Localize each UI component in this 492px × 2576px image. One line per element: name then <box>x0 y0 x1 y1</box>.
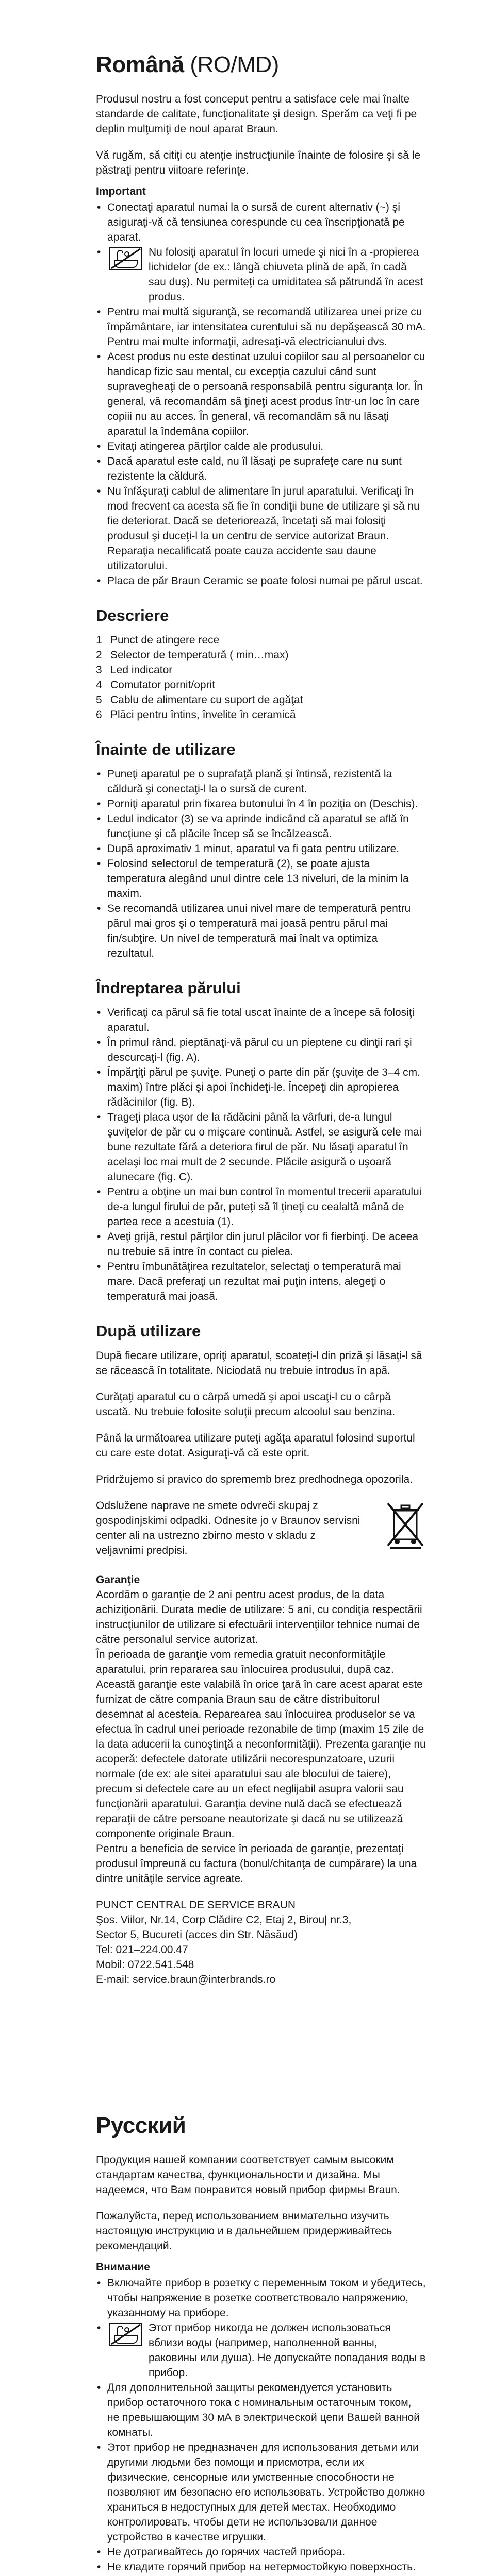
list-item: • Placa de păr Braun Ceramic se poate folosi numai pe părul uscat. <box>96 573 426 588</box>
item-number: 3 <box>96 664 102 676</box>
address-line: Tel: 021–224.00.47 <box>96 1944 188 1956</box>
important-list <box>96 200 426 588</box>
list-item: • După aproximativ 1 minut, aparatul va fi gata pentru utilizare. <box>96 841 426 856</box>
intro-paragraph: Пожалуйста, перед использованием внимательно изучить настоящую инструкцию и в дальнейшем придерживайтесь рекомендаций. <box>96 2210 392 2252</box>
dupa-heading: După utilizare <box>96 1322 201 1340</box>
item-number: 6 <box>96 709 102 721</box>
weee-notice <box>96 1498 426 1558</box>
section-title <box>96 52 426 78</box>
list-item: • Включайте прибор в розетку с переменным током и убедитесь, чтобы напряжение в розетке соответствовало напряжению, указанному на приборе. <box>96 2276 426 2320</box>
list-item <box>96 663 426 677</box>
service-address <box>96 1897 426 1987</box>
garantie-heading: Garanţie <box>96 1574 140 1586</box>
indreptarea-heading: Îndreptarea părului <box>96 979 241 997</box>
list-item <box>96 707 426 722</box>
intro-paragraph: Produsul nostru a fost conceput pentru a satisface cele mai înalte standarde de calitate, funcţionalitate şi design. Sperăm ca veţi fi pe deplin mulţumiţi de noul aparat Braun. <box>96 93 417 135</box>
lang-code: (RO/MD) <box>184 52 279 77</box>
important-heading: Important <box>96 185 146 197</box>
item-number: 1 <box>96 634 102 646</box>
item-text: Cablu de alimentare cu suport de agăţat <box>110 694 303 706</box>
list-item <box>96 692 426 707</box>
address-line: Mobil: 0722.541.548 <box>96 1959 194 1971</box>
garantie-text: Acordăm o garanţie de 2 ani pentru acest produs, de la data achiziţionării. Durata medie de utilizare: 5 ani, cu condiţia respectării instrucţiunilor de utilizare si efectuării intervenţiilor tehnice numai de către personalul service autorizat. În perioada de garanţie vom remedia gratuit neconformităţile aparatului, prin repararea sau înlocuirea produsului, după caz. Aceastǎ garanţie este valabilǎ în orice ţarǎ în care acest aparat este furnizat de cǎtre compania Braun sau de cǎtre distribuitorul desemnat al acesteia. Reparearea sau înlocuirea produselor se va efectua în cadrul unei perioade rezonabile de timp (maxim 15 zile de la data aducerii la cunoştinţă a neconformităţii). Prezenta garanţie nu acoperă: defectele datorate utilizării necorespunzatoare, uzurii normale (de ex: ale sitei aparatului sau ale blocului de taiere), precum si defectele care au un efect neglijabil asupra valorii sau funcţionării aparatului. Garanţia devine nulǎ dacǎ se efectueazǎ reparaţii de cǎtre persoane neautorizate şi dacǎ nu se utilizeazǎ componente originale Braun. Pentru a beneficia de service în perioada de garanţie, prezentaţi produsul împreunǎ cu factura (bonul/chitanţa de cumpǎrare) la una dintre unităţile service agreate. <box>96 1589 426 1885</box>
item-text: Led indicator <box>110 664 173 676</box>
list-item: • Folosind selectorul de temperatură (2), se poate ajusta temperatura alegând unul dintre cele 13 niveluri, de la minim la maxim. <box>96 856 426 901</box>
list-item: • Nu înfăşuraţi cablul de alimentare în jurul aparatului. Verificaţi în mod frecvent ca acesta să fie în condiţii bune de utilizare şi să nu fie deteriorat. Dacă se deteriorează, încetaţi să mai folosiţi produsul şi duceţi-l la un centru de service autorizat Braun. Reparaţia necalificată poate cauza accidente sau daune utilizatorului. <box>96 484 426 573</box>
item-text: Selector de temperatură ( min…max) <box>110 649 289 661</box>
list-item: • Porniţi aparatul prin fixarea butonului în 4 în poziţia on (Deschis). <box>96 796 426 811</box>
list-item: • Împărţiţi părul pe şuviţe. Puneţi o parte din păr (şuviţe de 3–4 cm. maxim) între plăci şi apoi închideţi-le. Începeţi din apropierea rădăcinilor (fig. B). <box>96 1065 426 1110</box>
warning-text: Nu folosiţi aparatul în locuri umede şi nici în a -propierea lichidelor (de ex.: lângă chiuveta plină de apă, în cadă sau duş). Nu permiteţi ca umiditatea să pătrundă în acest produs. <box>149 246 423 303</box>
paragraph: Până la următoarea utilizare puteţi agăţa aparatul folosind suportul cu care este dotat. Asiguraţi-vă că este oprit. <box>96 1432 415 1459</box>
list-item <box>96 633 426 648</box>
list-item-warning <box>96 245 426 304</box>
list-item-warning <box>96 2320 426 2380</box>
vnimanie-list <box>96 2276 426 2576</box>
address-line: PUNCT CENTRAL DE SERVICE BRAUN <box>96 1899 296 1911</box>
list-item: • Puneţi aparatul pe o suprafaţă plană şi întinsă, rezistentă la căldură şi conectaţi-l la o sursă de curent. <box>96 767 426 796</box>
list-item: • Aveţi grijă, restul părţilor din jurul plăcilor vor fi fierbinţi. De aceea nu trebuie să intre în contact cu pielea. <box>96 1229 426 1259</box>
list-item: • Dacă aparatul este cald, nu îl lăsaţi pe suprafeţe care nu sunt rezistente la căldură. <box>96 454 426 484</box>
list-item: • Conectaţi aparatul numai la o sursă de curent alternativ (~) şi asiguraţi-vă că tensiunea corespunde cu cea înscripţionată pe aparat. <box>96 200 426 245</box>
section-russian <box>96 2112 426 2576</box>
paragraph: După fiecare utilizare, opriţi aparatul, scoateţi-l din priză şi lăsaţi-l să se răcească în totalitate. Niciodată nu trebuie introdus în apă. <box>96 1350 422 1377</box>
list-item: • Для дополнительной защиты рекомендуется установить прибор остаточного тока с номинальным остаточным током, не превышающим 30 мА в электрической цепи Вашей ванной комнаты. <box>96 2380 426 2440</box>
list-item: • Ledul indicator (3) se va aprinde indicând că aparatul se află în funcţiune şi că plăcile încep să se încălzească. <box>96 811 426 841</box>
list-item <box>96 648 426 663</box>
list-item: • Verificaţi ca părul să fie total uscat înainte de a începe să folosiţi aparatul. <box>96 1005 426 1035</box>
inainte-list <box>96 767 426 961</box>
address-line: Sector 5, Bucureti (acces din Str. Năsăud) <box>96 1929 298 1941</box>
list-item: • Pentru îmbunătăţirea rezultatelor, selectaţi o temperatură mai mare. Dacă preferaţi un rezultat mai puţin intens, alegeţi o temperatură mai joasă. <box>96 1259 426 1304</box>
paragraph: Curăţaţi aparatul cu o cârpă umedă şi apoi uscaţi-l cu o cârpă uscată. Nu trebuie folosite soluţii precum alcoolul sau benzina. <box>96 1391 396 1418</box>
list-item: • Не дотрагивайтесь до горячих частей прибора. <box>96 2545 426 2560</box>
warning-text: Этот прибор никогда не должен использоваться вблизи воды (например, наполненной ванны, раковины или душа). Не допускайте попадания воды в прибор. <box>149 2322 426 2379</box>
list-item: • Acest produs nu este destinat uzului copiilor sau al persoanelor cu handicap fizic sau mental, cu excepţia cazului când sunt supravegheaţi de o persoană responsabilă pentru siguranţa lor. În general, vă recomandăm să ţineţi acest produs într-un loc în care copiii nu au acces. În general, vă recomandăm să nu lăsaţi aparatul la îndemâna copiilor. <box>96 349 426 439</box>
item-number: 4 <box>96 679 102 691</box>
list-item: • În primul rând, pieptănaţi-vă părul cu un pieptene cu dinţii rari şi descurcaţi-l (fig. A). <box>96 1035 426 1065</box>
item-text: Plăci pentru întins, învelite în ceramică <box>110 709 296 721</box>
vnimanie-heading: Внимание <box>96 2261 150 2273</box>
intro-paragraph: Продукция нашей компании соответствует самым высоким стандартам качества, функциональности и дизайна. Мы надеемся, что Вам понравится новый прибор фирмы Braun. <box>96 2154 400 2196</box>
list-item: • Se recomandă utilizarea unui nivel mare de temperatură pentru părul mai gros şi o temperatură mai joasă pentru părul mai fin/subţire. Un nivel de temperatură mai înalt va optimiza rezultatul. <box>96 901 426 961</box>
section-title: Русский <box>96 2113 186 2138</box>
list-item: • Evitaţi atingerea părţilor calde ale produsului. <box>96 439 426 454</box>
item-text: Comutator pornit/oprit <box>110 679 216 691</box>
crossed-bin-icon <box>385 1500 426 1550</box>
item-text: Punct de atingere rece <box>110 634 220 646</box>
list-item: • Не кладите горячий прибор на нетермостойкую поверхность. <box>96 2560 426 2574</box>
list-item <box>96 677 426 692</box>
list-item: • Этот прибор не предназначен для использования детьми или другими людьми без помощи и присмотра, если их физические, сенсорные или умственные способности не позволяют им безопасно его использовать. Устройство должно храниться в недоступных для детей местах. Необходимо контролировать, чтобы дети не использовали данное устройство в качестве игрушки. <box>96 2440 426 2545</box>
inainte-heading: Înainte de utilizare <box>96 740 236 758</box>
indreptarea-list <box>96 1005 426 1304</box>
descriere-list <box>96 633 426 722</box>
list-item: • Trageţi placa uşor de la rădăcini până la vârfuri, de-a lungul şuviţelor de păr cu o mişcare continuă. Astfel, se asigură cele mai bune rezultate fără a deteriora firul de păr. Nu lăsaţi aparatul în acelaşi loc mai mult de 2 secunde. Plăcile asigură o uşoară alunecare (fig. C). <box>96 1110 426 1184</box>
item-number: 5 <box>96 694 102 706</box>
lang-name: Română <box>96 52 184 77</box>
paragraph: Pridržujemo si pravico do sprememb brez predhodnega opozorila. <box>96 1473 413 1485</box>
item-number: 2 <box>96 649 102 661</box>
list-item: • Pentru a obţine un mai bun control în momentul trecerii aparatului de-a lungul firului de păr, puteţi să îl ţineţi cu cealaltă mână de partea rece a acestuia (1). <box>96 1184 426 1229</box>
no-bath-warning-icon <box>109 2323 142 2346</box>
address-line: Şos. Viilor, Nr.14, Corp Clădire C2, Etaj 2, Birou| nr.3, <box>96 1914 352 1926</box>
no-bath-warning-icon <box>109 247 142 270</box>
weee-text: Odslužene naprave ne smete odvreči skupaj z gospodinjskimi odpadki. Odnesite jo v Braunov servisni center ali na ustrezno zbirno mesto v skladu z veljavnimi predpisi. <box>96 1500 360 1556</box>
section-romanian <box>96 52 426 1987</box>
list-item: • Pentru mai multă siguranţă, se recomandă utilizarea unei prize cu împământare, iar intensitatea curentului să nu depăşească 30 mA. Pentru mai multe informaţii, adresaţi-vă electricianului dvs. <box>96 304 426 349</box>
descriere-heading: Descriere <box>96 606 169 624</box>
address-line: E-mail: service.braun@interbrands.ro <box>96 1974 276 1986</box>
intro-paragraph: Vă rugăm, să citiţi cu atenţie instrucţiunile înainte de folosire şi să le păstraţi pentru viitoare referinţe. <box>96 149 421 176</box>
